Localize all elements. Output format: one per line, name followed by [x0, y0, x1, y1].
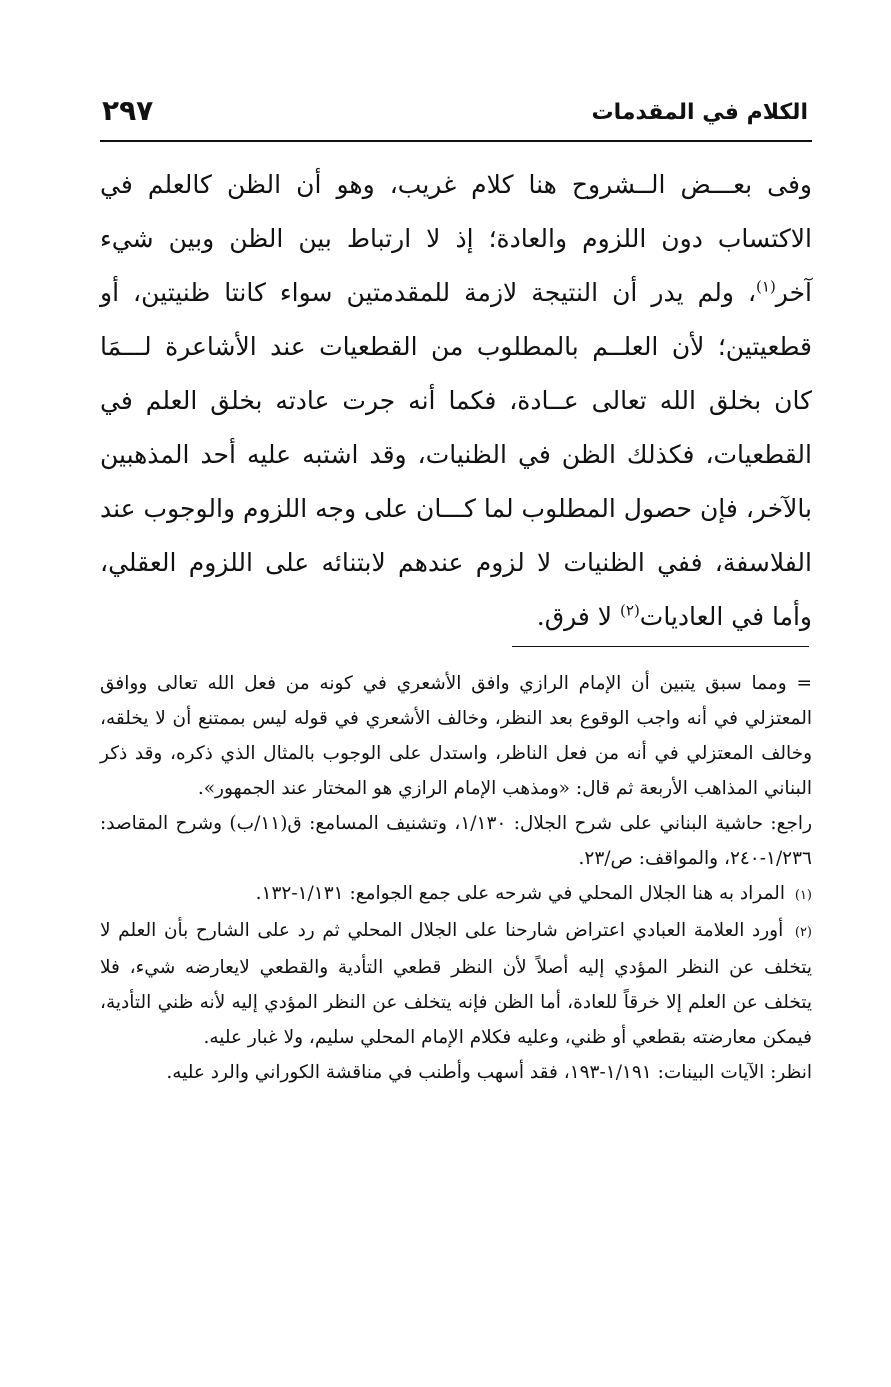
main-text-part-1: وفى بعـــض الــشروح هنا كلام غريب، وهو أن الظن كالعلم في الاكتساب دون اللزوم والعادة؛ إذ لا ارتباط بين الظن وبين شيء آخر: [100, 170, 812, 307]
footnote-2-text: أورد العلامة العبادي اعتراض شارحنا على الجلال المحلي ثم رد على الشارح بأن العلم لا يتخلف عن النظر المؤدي إليه أصلاً لأن النظر قطعي التأدية والقطعي لايعارضه شيء، فلا يتخلف عن العلم إلا خرقاً للعادة، أما الظن فإنه يتخلف عن النظر المؤدي إليه لأنه ظني التأدية، فيمكن معارضته بقطعي أو ظني، وعليه فكلام الإمام المحلي سليم، ولا غبار عليه.: [100, 920, 812, 1048]
page-number: ٢٩٧: [102, 94, 154, 127]
footnotes: [100, 666, 812, 1090]
footnote-2: [100, 913, 812, 1055]
main-text-part-3: لا فرق.: [536, 602, 621, 631]
footnote-1-text: المراد به هنا الجلال المحلي في شرحه على جمع الجوامع: ١/١٣١-١٣٢.: [255, 883, 785, 904]
header-rule: [100, 140, 812, 142]
footnote-ref-1: (١): [756, 277, 776, 296]
footnote-2-label: (٢): [794, 925, 812, 940]
footnote-2-reference: انظر: الآيات البينات: ١/١٩١-١٩٣، فقد أسهب وأطنب في مناقشة الكوراني والرد عليه.: [166, 1062, 812, 1083]
main-paragraph: [100, 158, 812, 644]
footnote-continuation: [100, 666, 812, 806]
continuation-text: ومما سبق يتبين أن الإمام الرازي وافق الأشعري في كونه من فعل الله تعالى ووافق المعتزلي في أنه واجب الوقوع بعد النظر، وخالف الأشعري في قوله ليس بممتنع أن لا يخلقه، وخالف المعتزلي في أنه من فعل الناظر، واستدل على الوجوب بالمثال الذي ذكره، وقد ذكر البناني المذاهب الأربعة ثم قال: «ومذهب الإمام الرازي هو المختار عند الجمهور».: [100, 673, 812, 799]
main-text: [100, 158, 812, 644]
footnote-ref-2: (٢): [620, 601, 640, 620]
chapter-title: الكلام في المقدمات: [591, 100, 808, 125]
footnote-separator: [512, 646, 809, 647]
footnote-1-label: (١): [794, 888, 812, 903]
running-header: [100, 92, 812, 136]
footnote-1: [100, 876, 812, 913]
continuation-reference: راجع: حاشية البناني على شرح الجلال: ١/١٣٠، وتشنيف المسامع: ق(١١/ب) وشرح المقاصد: ١/٢٣٦-٢٤٠، والمواقف: ص/٢٣.: [100, 813, 813, 869]
main-text-part-2: ، ولم يدر أن النتيجة لازمة للمقدمتين سواء كانتا ظنيتين، أو قطعيتين؛ لأن العلــم بالمطلوب من القطعيات عند الأشاعرة لـــمَا كان بخلق الله تعالى عــادة، فكما أنه جرت عادته بخلق العلم في القطعيات، فكذلك الظن في الظنيات، وقد اشتبه عليه أحد المذهبين بالآخر، فإن حصول المطلوب لما كـــان على وجه اللزوم والوجوب عند الفلاسفة، ففي الظنيات لا لزوم عندهم لابتنائه على اللزوم العقلي، وأما في العاديات: [100, 278, 812, 631]
continuation-marker: =: [796, 673, 812, 694]
